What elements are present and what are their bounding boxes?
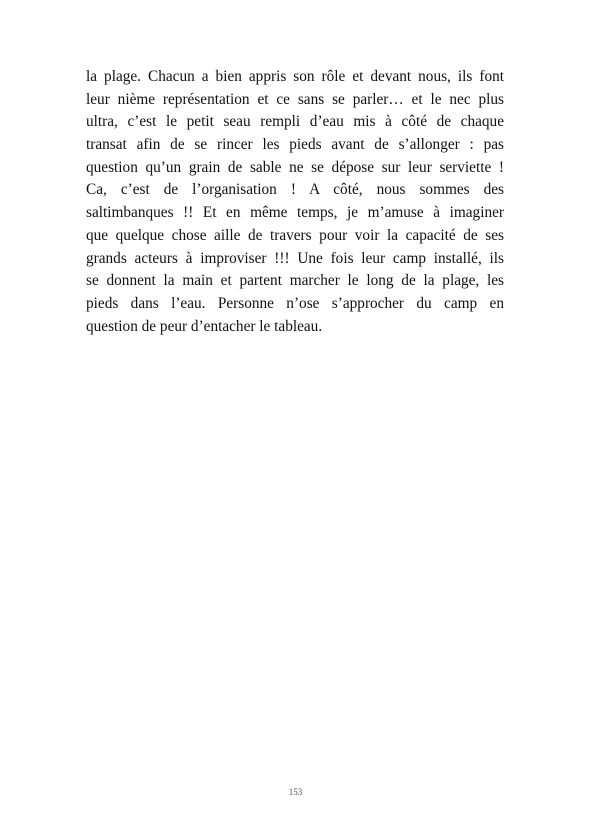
text-line-12: question de peur d’entacher le tableau. — [86, 317, 323, 335]
text-line-6: Ca, c’est de l’organisation ! A côté, nous sommes des — [86, 181, 504, 199]
text-line-9: grands acteurs à improviser !!! Une fois leur camp installé, ils — [86, 249, 504, 267]
text-line-1: la plage. Chacun a bien appris son rôle et devant nous, ils font — [86, 68, 504, 85]
text-line-2: leur nième représentation et ce sans se parler… et le nec plus — [86, 90, 504, 108]
body-paragraph — [86, 66, 504, 338]
page-number: 153 — [288, 787, 303, 797]
text-line-4: transat afin de se rincer les pieds avant de s’allonger : pas — [86, 136, 504, 154]
text-line-8: que quelque chose aille de travers pour voir la capacité de ses — [86, 226, 504, 244]
text-line-5: question qu’un grain de sable ne se dépose sur leur serviette ! — [86, 158, 504, 176]
text-line-11: pieds dans l’eau. Personne n’ose s’approcher du camp en — [86, 294, 504, 312]
text-line-3: ultra, c’est le petit seau rempli d’eau mis à côté de chaque — [86, 113, 504, 131]
text-line-10: se donnent la main et partent marcher le long de la plage, les — [86, 272, 504, 290]
text-line-7: saltimbanques !! Et en même temps, je m’amuse à imaginer — [86, 204, 504, 222]
